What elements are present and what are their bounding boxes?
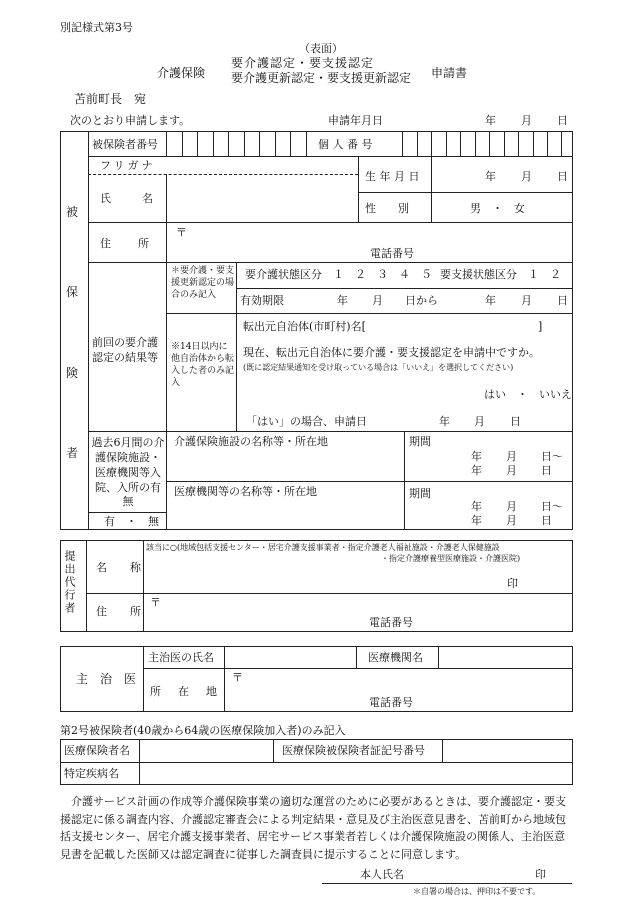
- facility-from-day: 日～: [541, 450, 563, 463]
- pending-question-note: (既に認定結果通知を受け取っている場合は「いいえ」を選択してください): [243, 363, 514, 372]
- facility-period-label: 期間: [409, 435, 431, 448]
- insured-number-label: 被保険者番号: [92, 138, 158, 151]
- address-field[interactable]: [190, 224, 570, 244]
- second-insured-heading: 第2号被保険者(40歳から64歳の医療保険加入者)のみ記入: [60, 724, 346, 737]
- birth-year: 年: [485, 170, 496, 183]
- valid-from-month: 月: [372, 294, 383, 307]
- hospital-from-year: 年: [471, 500, 482, 513]
- valid-to-month: 月: [521, 294, 532, 307]
- pending-question: 現在、転出元自治体に要介護・要支援認定を申請中ですか。: [243, 346, 540, 359]
- valid-period-label: 有効期限: [240, 294, 284, 307]
- history-label: 過去6月間の介護保険施設・医療機関等入院、入所の有無: [91, 436, 165, 509]
- renewal-note: ＊要介護・要支援更新認定の場合のみ記入: [171, 266, 235, 301]
- valid-to-year: 年: [485, 294, 496, 307]
- card-number-label: 医療保険被保険者証記号番号: [282, 744, 425, 757]
- side-char-4: 者: [66, 446, 79, 460]
- agent-type-options-2[interactable]: ・指定介護療養型医療施設・介護医院): [381, 554, 521, 563]
- signature-note: ＊自署の場合は、押印は不要です。: [413, 887, 541, 896]
- facility-to-day: 日: [541, 464, 552, 477]
- agent-name-label: 名 称: [96, 561, 147, 574]
- doctor-postal-mark: 〒: [232, 671, 243, 684]
- title-suffix: 申請書: [431, 66, 468, 80]
- transfer-note: ※14日以内に他自治体から転入した者のみ記入: [171, 342, 235, 389]
- if-yes-label: 「はい」の場合、申請日: [246, 415, 367, 428]
- if-yes-year: 年: [439, 415, 450, 428]
- if-yes-month: 月: [474, 415, 485, 428]
- signature-label: 本人氏名: [360, 868, 404, 881]
- postal-mark: 〒: [176, 226, 187, 239]
- date-year: 年: [485, 114, 496, 127]
- doctor-phone-label: 電話番号: [369, 696, 413, 709]
- care-level-options[interactable]: 要介護状態区分 １ ２ ３ ４ ５: [245, 268, 432, 281]
- sex-options[interactable]: 男 ・ 女: [470, 202, 525, 215]
- presence-options[interactable]: 有 ・ 無: [104, 515, 159, 528]
- facility-from-month: 月: [506, 450, 517, 463]
- hospital-from-day: 日～: [541, 500, 563, 513]
- side-char-1: 被: [66, 205, 79, 219]
- sex-label: 性 別: [365, 202, 409, 215]
- birth-month: 月: [521, 170, 532, 183]
- agent-postal-mark: 〒: [150, 596, 161, 609]
- name-label: 氏 名: [100, 192, 163, 205]
- name-field[interactable]: [167, 175, 357, 221]
- agent-phone-label: 電話番号: [369, 616, 413, 629]
- signature-line[interactable]: [322, 883, 572, 884]
- facility-to-month: 月: [506, 464, 517, 477]
- birth-date-label: 生 年 月 日: [365, 170, 420, 183]
- origin-bracket-close: ]: [538, 320, 543, 333]
- side-char-2: 保: [66, 285, 79, 299]
- application-date-label: 申請年月日: [328, 114, 383, 127]
- doctor-name-label: 主治医の氏名: [148, 651, 214, 664]
- side-char-3: 険: [66, 366, 79, 380]
- form-side: （表面）: [299, 42, 343, 55]
- address-label: 住 所: [100, 237, 157, 250]
- institution-label: 医療機関名: [368, 651, 423, 664]
- personal-number-label: 個 人 番 号: [318, 138, 373, 151]
- agent-side-label: 提出代行者: [63, 550, 76, 615]
- facility-label: 介護保険施設の名称等・所在地: [174, 435, 328, 448]
- facility-to-year: 年: [471, 464, 482, 477]
- hospital-to-month: 月: [506, 514, 517, 527]
- disease-label: 特定疾病名: [64, 767, 119, 780]
- title-prefix: 介護保険: [157, 66, 206, 80]
- origin-municipality-field[interactable]: [384, 318, 534, 335]
- hospital-period-label: 期間: [409, 487, 431, 500]
- hospital-from-month: 月: [506, 500, 517, 513]
- hospital-to-day: 日: [541, 514, 552, 527]
- hospital-to-year: 年: [471, 514, 482, 527]
- facility-from-year: 年: [471, 450, 482, 463]
- signature-seal: 印: [535, 868, 546, 881]
- if-yes-day: 日: [510, 415, 521, 428]
- title-type-line2: 要介護更新認定・要支援更新認定: [231, 71, 412, 85]
- agent-address-label: 住 所: [96, 605, 147, 618]
- agent-seal: 印: [507, 577, 518, 590]
- phone-label: 電話番号: [370, 247, 414, 260]
- doctor-location-label: 所 在 地: [150, 685, 220, 698]
- valid-to-day: 日: [557, 294, 568, 307]
- valid-from-year: 年: [337, 294, 348, 307]
- consent-text: 介護サービス計画の作成等介護保険事業の適切な運営のために必要があるときは、要介護認定・要支援認定に係る調査内容、介護認定審査会による判定結果・意見及び主治医意見書を、苫前町から地域包括支援センター、居宅介護支援事業者、居宅サービス事業者若しくは介護保険施設の関係人、主治医意見書を記載した医師又は認定調査に従事した調査員に提示することに同意します。: [60, 795, 566, 861]
- hospital-label: 医療機関等の名称等・所在地: [174, 485, 317, 498]
- support-level-options[interactable]: 要支援状態区分 １ ２: [440, 268, 561, 281]
- date-day: 日: [557, 114, 568, 127]
- date-month: 月: [521, 114, 532, 127]
- intro-text: 次のとおり申請します。: [70, 114, 191, 127]
- form-number: 別記様式第3号: [60, 21, 133, 34]
- doctor-side-label: 主 治 医: [76, 672, 137, 686]
- previous-result-label: 前回の要介護認定の結果等: [92, 336, 158, 364]
- yes-no-options[interactable]: はい ・ いいえ: [484, 388, 572, 401]
- doctor-section: [60, 646, 573, 712]
- agent-type-options[interactable]: 該当に○(地域包括支援センター・居宅介護支援事業者・指定介護老人福祉施設・介護老人保健施設: [146, 543, 500, 552]
- title-type-line1: 要介護認定・要支援認定: [231, 56, 375, 70]
- origin-municipality-label: 転出元自治体(市町村)名[: [243, 320, 366, 333]
- insurer-label: 医療保険者名: [64, 744, 130, 757]
- furigana-label: フリガナ: [100, 159, 156, 172]
- valid-from-suffix: 日から: [405, 294, 438, 307]
- birth-day: 日: [557, 170, 568, 183]
- addressee: 苫前町長 宛: [74, 92, 147, 106]
